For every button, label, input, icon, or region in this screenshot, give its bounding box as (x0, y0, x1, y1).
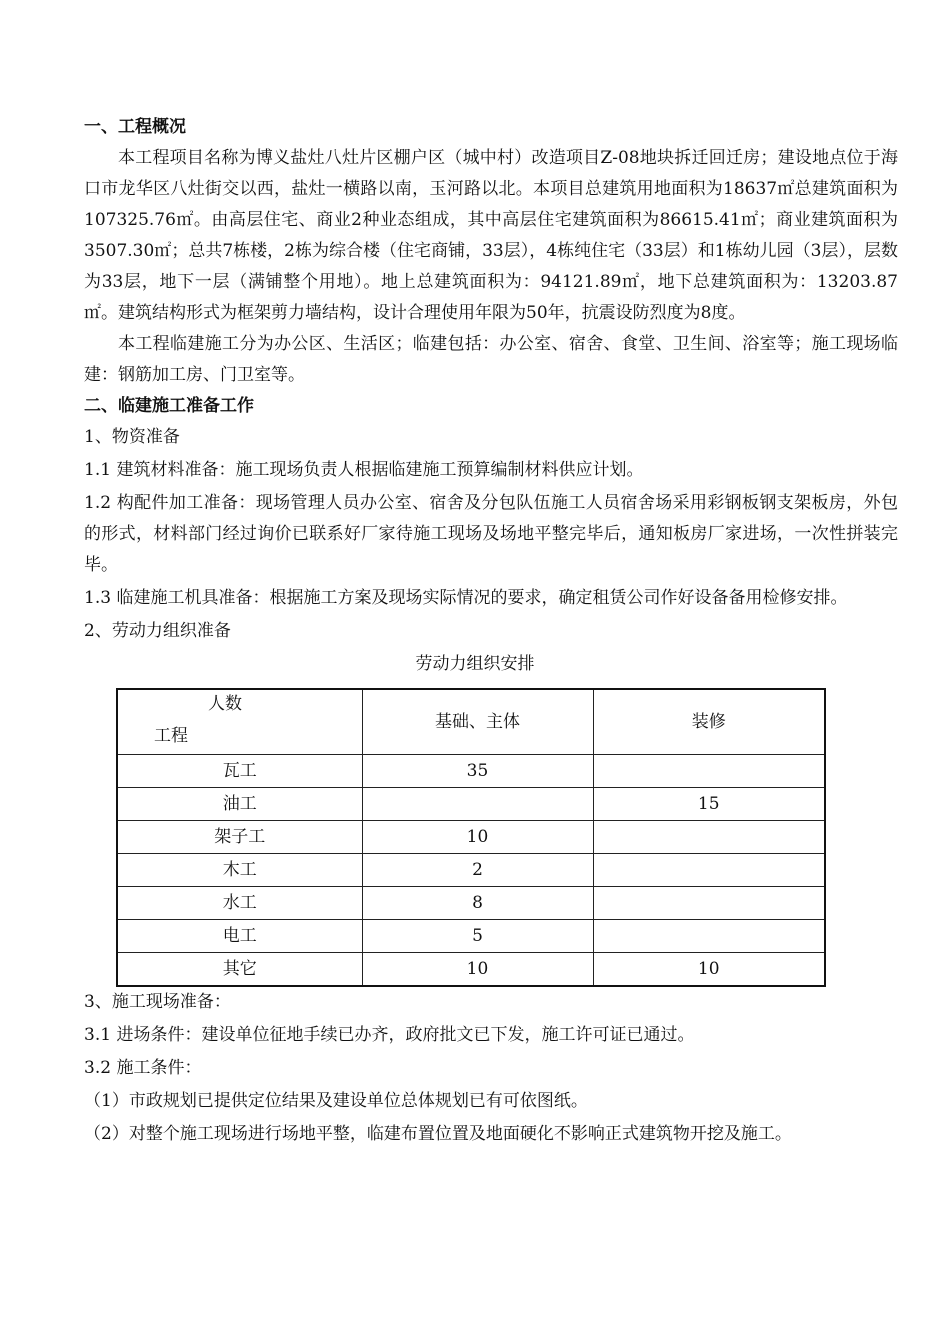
column-header-finishing: 装修 (593, 689, 825, 755)
cell-finishing: 10 (593, 953, 825, 987)
corner-label-count: 人数 (208, 694, 242, 714)
table-header-row (117, 689, 825, 755)
cell-finishing (593, 887, 825, 920)
cell-foundation: 5 (362, 920, 593, 953)
table-title: 劳动力组织安排 (415, 654, 535, 674)
cell-trade: 架子工 (117, 821, 362, 854)
cell-finishing (593, 920, 825, 953)
labor-table (116, 688, 826, 987)
item-building-materials: 1.1 建筑材料准备：施工现场负责人根据临建施工预算编制材料供应计划。 (84, 460, 644, 480)
item-condition-1: （1）市政规划已提供定位结果及建设单位总体规划已有可依图纸。 (84, 1091, 588, 1111)
table-row (117, 887, 825, 920)
item-components: 1.2 构配件加工准备：现场管理人员办公室、宿舍及分包队伍施工人员宿舍场采用彩钢板钢支架板房，外包的形式，材料部门经过询价已联系好厂家待施工现场及场地平整完毕后，通知板房厂家进场，一次性拼装完毕。 (84, 493, 898, 575)
item-condition-2: （2）对整个施工现场进行场地平整，临建布置位置及地面硬化不影响正式建筑物开挖及施工。 (84, 1124, 792, 1144)
cell-finishing: 15 (593, 788, 825, 821)
table-row (117, 755, 825, 788)
cell-trade: 电工 (117, 920, 362, 953)
cell-finishing (593, 854, 825, 887)
cell-trade: 其它 (117, 953, 362, 987)
item-entry-conditions: 3.1 进场条件：建设单位征地手续已办齐，政府批文已下发，施工许可证已通过。 (84, 1025, 695, 1045)
cell-foundation: 8 (362, 887, 593, 920)
cell-foundation: 10 (362, 953, 593, 987)
table-row (117, 854, 825, 887)
document-body (84, 112, 898, 1150)
item-machinery: 1.3 临建施工机具准备：根据施工方案及现场实际情况的要求，确定租赁公司作好设备备用检修安排。 (84, 588, 848, 608)
cell-foundation: 10 (362, 821, 593, 854)
cell-foundation (362, 788, 593, 821)
cell-finishing (593, 755, 825, 788)
table-row (117, 953, 825, 987)
cell-trade: 油工 (117, 788, 362, 821)
section-heading-preparation: 二、临建施工准备工作 (84, 396, 254, 416)
table-row (117, 920, 825, 953)
table-row (117, 788, 825, 821)
overview-paragraph-2: 本工程临建施工分为办公区、生活区；临建包括：办公室、宿舍、食堂、卫生间、浴室等；施工现场临建：钢筋加工房、门卫室等。 (84, 334, 898, 385)
cell-trade: 木工 (117, 854, 362, 887)
overview-paragraph-1: 本工程项目名称为博义盐灶八灶片区棚户区（城中村）改造项目Z-08地块拆迁回迁房；建设地点位于海口市龙华区八灶街交以西，盐灶一横路以南，玉河路以北。本项目总建筑用地面积为18637㎡总建筑面积为107325.76㎡。由高层住宅、商业2种业态组成，其中高层住宅建筑面积为86615.41㎡；商业建筑面积为3507.30㎡；总共7栋楼，2栋为综合楼（住宅商铺，33层），4栋纯住宅（33层）和1栋幼儿园（3层），层数为33层，地下一层（满铺整个用地）。地上总建筑面积为：94121.89㎡，地下总建筑面积为：13203.87㎡。建筑结构形式为框架剪力墙结构，设计合理使用年限为50年，抗震设防烈度为8度。 (84, 148, 898, 323)
corner-label-trade: 工程 (154, 726, 188, 746)
column-header-foundation: 基础、主体 (362, 689, 593, 755)
section-heading-overview: 一、工程概况 (84, 117, 186, 137)
subheading-labor: 2、劳动力组织准备 (84, 621, 231, 641)
table-corner-header (117, 689, 362, 755)
subheading-site: 3、施工现场准备： (84, 992, 231, 1012)
cell-trade: 瓦工 (117, 755, 362, 788)
cell-foundation: 2 (362, 854, 593, 887)
item-construction-conditions: 3.2 施工条件： (84, 1058, 202, 1078)
cell-finishing (593, 821, 825, 854)
subheading-materials: 1、物资准备 (84, 427, 180, 447)
cell-foundation: 35 (362, 755, 593, 788)
cell-trade: 水工 (117, 887, 362, 920)
table-row (117, 821, 825, 854)
